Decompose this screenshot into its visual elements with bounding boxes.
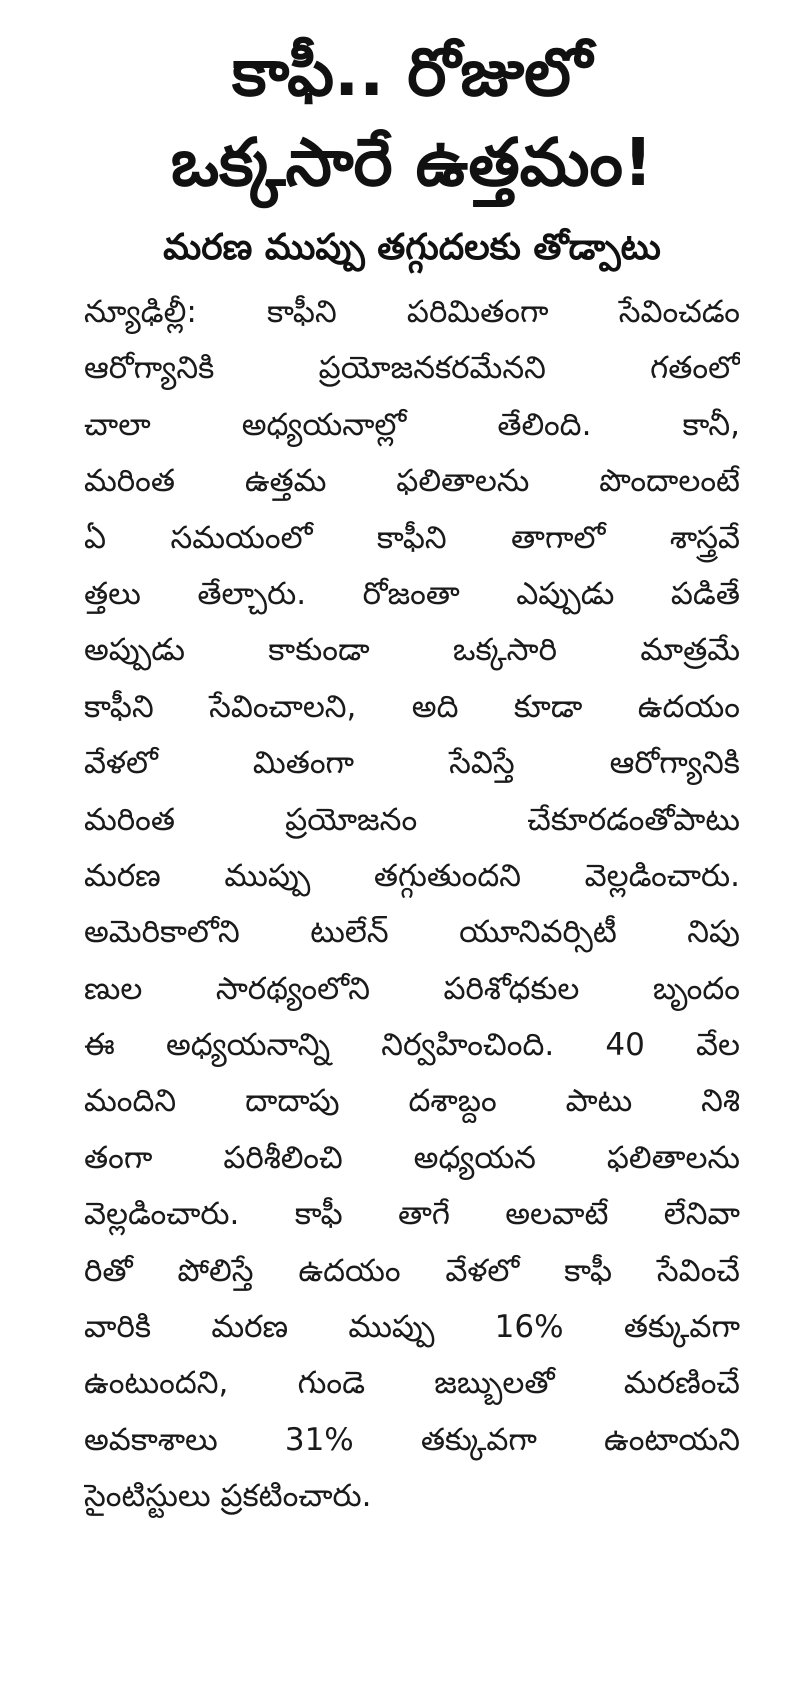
body-line: అప్పుడు కాకుండా ఒక్కసారి మాత్రమే — [84, 632, 740, 669]
body-line: న్యూఢిల్లీ: కాఫీని పరిమితంగా సేవించడం — [84, 294, 740, 330]
body-line: కాఫీని సేవించాలని, అది కూడా ఉదయం — [84, 688, 740, 725]
headline-line-1: కాఫీ.. రోజులో — [231, 34, 593, 111]
body-line: ఈ అధ్యయనాన్ని నిర్వహించింది. 40 వేల — [84, 1027, 740, 1064]
body-line: వారికి మరణ ముప్పు 16% తక్కువగా — [84, 1309, 740, 1346]
headline — [84, 28, 740, 208]
body-line: మందిని దాదాపు దశాబ్దం పాటు నిశి — [84, 1083, 740, 1120]
body-line: అమెరికాలోని టులేన్ యూనివర్సిటీ నిపు — [84, 914, 740, 951]
body-line: తంగా పరిశీలించి అధ్యయన ఫలితాలను — [84, 1139, 740, 1176]
subheadline: మరణ ముప్పు తగ్గుదలకు తోడ్పాటు — [163, 227, 661, 268]
body-line: రితో పోలిస్తే ఉదయం వేళలో కాఫీ సేవించే — [84, 1252, 740, 1289]
body-line: వెల్లడించారు. కాఫీ తాగే అలవాటే లేనివా — [84, 1196, 740, 1233]
body-line: ఉంటుందని, గుండె జబ్బులతో మరణించే — [84, 1365, 740, 1402]
body-line: మరింత ప్రయోజనం చేకూరడంతోపాటు — [84, 801, 740, 838]
headline-line-2: ఒక్కసారే ఉత్తమం! — [170, 124, 654, 201]
body-line: ఆరోగ్యానికి ప్రయోజనకరమేనని గతంలో — [84, 350, 740, 387]
body-line: ణుల సారథ్యంలోని పరిశోధకుల బృందం — [84, 970, 740, 1007]
body-line: అవకాశాలు 31% తక్కువగా ఉంటాయని — [84, 1421, 740, 1458]
article-body — [84, 284, 740, 1525]
body-line: మరింత ఉత్తమ ఫలితాలను పొందాలంటే — [84, 463, 740, 500]
body-line: త్తలు తేల్చారు. రోజంతా ఎప్పుడు పడితే — [84, 575, 740, 612]
body-line: ఏ సమయంలో కాఫీని తాగాలో శాస్త్రవే — [84, 519, 740, 556]
body-line: సైంటిస్టులు ప్రకటించారు. — [84, 1478, 372, 1515]
body-line: మరణ ముప్పు తగ్గుతుందని వెల్లడించారు. — [84, 857, 740, 894]
body-line: వేళలో మితంగా సేవిస్తే ఆరోగ్యానికి — [84, 745, 740, 782]
body-line: చాలా అధ్యయనాల్లో తేలింది. కానీ, — [84, 406, 740, 443]
